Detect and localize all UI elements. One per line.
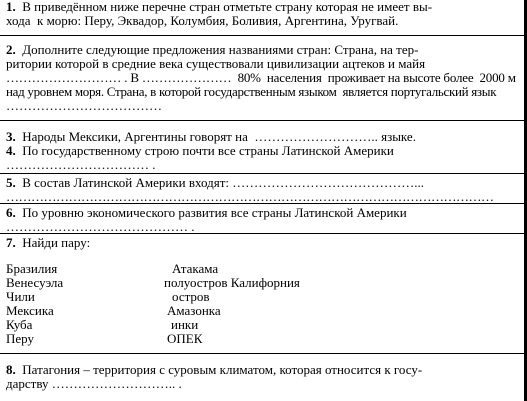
pair-right: Амазонка <box>167 303 221 318</box>
task-7-number: 7. <box>6 235 16 250</box>
task-3-number: 3. <box>6 129 16 144</box>
pair-left: Чили <box>6 289 35 304</box>
task-4-text: По государственному строю почти все страны Латинской Америки <box>22 143 394 158</box>
divider <box>0 173 527 174</box>
pair-left: Бразилия <box>6 261 58 276</box>
task-2-line-2: ритории которой в средние века существовали цивилизации ацтеков и майя <box>6 56 426 71</box>
pair-left: Венесуэла <box>6 275 64 290</box>
task-8-line-2: дарству ……………………….. . <box>6 376 182 391</box>
task-6-text: По уровню экономического развития все страны Латинской Америки <box>22 205 407 220</box>
task-3-text: Народы Мексики, Аргентины говорят на ……………………….. языке. <box>22 129 416 144</box>
task-4-line <box>6 144 394 158</box>
task-5-line <box>6 176 424 190</box>
divider <box>0 233 527 234</box>
task-4-number: 4. <box>6 143 16 158</box>
pair-right: полуостров Калифорния <box>164 275 300 290</box>
pair-right: ОПЕК <box>167 331 203 346</box>
task-1-line-2: хода к морю: Перу, Эквадор, Колумбия, Боливия, Аргентина, Уругвай. <box>6 13 399 28</box>
task-2-number: 2. <box>6 42 16 57</box>
task-5-text: В состав Латинской Америки входят: ……………………………………... <box>22 175 425 190</box>
task-8-line-1 <box>6 363 422 377</box>
task-6-blank: …………………………………… . <box>6 219 195 234</box>
task-5-number: 5. <box>6 175 16 190</box>
pair-right: остров <box>172 289 210 304</box>
task-2-line-5: ……………………………… <box>6 98 162 113</box>
task-2-text-1: Дополните следующие предложения названиями стран: Страна, на тер- <box>22 42 419 57</box>
task-5-blank: ……………………………………………………………………………………………………… <box>6 189 494 204</box>
divider <box>0 353 527 354</box>
pair-left: Мексика <box>6 303 54 318</box>
task-2-line-3: ……………………… . В ………………… 80% населения проживает на высоте более 2000 м <box>6 70 516 85</box>
divider <box>0 35 527 36</box>
task-8-number: 8. <box>6 362 16 377</box>
task-8-text-1: Патагония – территория с суровым климатом, которая относится к госу- <box>22 362 423 377</box>
pair-left: Перу <box>6 331 34 346</box>
pair-right: инки <box>171 317 199 332</box>
task-1-number: 1. <box>6 0 16 14</box>
divider <box>0 203 527 204</box>
task-6-number: 6. <box>6 205 16 220</box>
task-3-line <box>6 130 416 144</box>
task-2-line-4: над уровнем моря. Страна, в которой государственным языком является португальский язык <box>6 84 497 99</box>
pair-right: Атакама <box>172 261 219 276</box>
task-1-line-1 <box>6 0 432 14</box>
task-1-text-1: В приведённом ниже перечне стран отметьте страну которая не имеет вы- <box>22 0 433 14</box>
pair-left: Куба <box>6 317 33 332</box>
task-2-line-1 <box>6 43 418 57</box>
task-7-text: Найди пару: <box>22 235 91 250</box>
task-7-line <box>6 236 90 250</box>
task-6-line <box>6 206 407 220</box>
divider <box>0 120 527 121</box>
task-4-blank: …………………………… . <box>6 157 156 172</box>
